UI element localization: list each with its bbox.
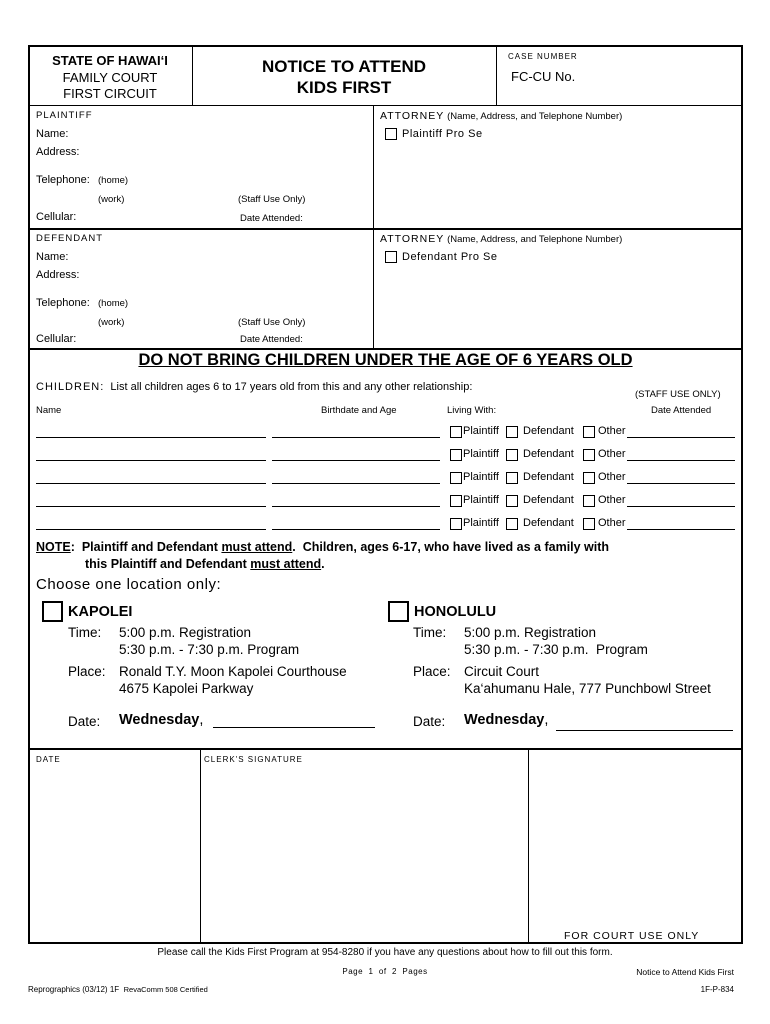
header-divider-2: [496, 45, 497, 105]
honolulu-program-time: 5:30 p.m. - 7:30 p.m. Program: [464, 642, 648, 657]
court-use-label: FOR COURT USE ONLY: [564, 930, 700, 942]
child-birthdate-field[interactable]: [272, 483, 440, 484]
footer-reprographics: [28, 985, 208, 994]
footer-form-title: Notice to Attend Kids First: [636, 967, 734, 977]
col-living-with-header: Living With:: [447, 405, 497, 416]
child-plaintiff-checkbox[interactable]: [450, 426, 462, 438]
honolulu-time-label: Time:: [413, 625, 447, 640]
honolulu-place-name: Circuit Court: [464, 664, 540, 679]
child-plaintiff-label: Plaintiff: [463, 448, 499, 460]
child-birthdate-field[interactable]: [272, 437, 440, 438]
frame-right: [741, 45, 743, 943]
note-text-4: .: [321, 557, 325, 571]
defendant-work-label: (work): [98, 317, 125, 328]
plaintiff-bottom-line: [28, 228, 743, 230]
child-defendant-label: Defendant: [523, 517, 574, 529]
child-other-label: Other: [598, 471, 626, 483]
page-number: Page 1 of 2 Pages: [342, 967, 428, 976]
note-must-attend-2: must attend: [250, 557, 322, 571]
plaintiff-attorney-hint: (Name, Address, and Telephone Number): [447, 111, 623, 122]
kapolei-comma: ,: [199, 712, 204, 728]
child-defendant-label: Defendant: [523, 471, 574, 483]
plaintiff-section-label: PLAINTIFF: [36, 110, 93, 121]
child-other-label: Other: [598, 494, 626, 506]
note-line-2: [85, 557, 325, 571]
honolulu-place-label: Place:: [413, 664, 451, 679]
party-column-divider: [373, 105, 374, 349]
children-instruction: [36, 381, 472, 393]
frame-top: [28, 45, 743, 47]
child-defendant-checkbox[interactable]: [506, 495, 518, 507]
child-other-checkbox[interactable]: [583, 449, 595, 461]
plaintiff-pro-se-checkbox[interactable]: [385, 128, 397, 140]
defendant-telephone-label[interactable]: Telephone:: [36, 297, 90, 309]
defendant-pro-se-label: Defendant Pro Se: [402, 251, 498, 263]
honolulu-checkbox[interactable]: [388, 601, 409, 622]
kapolei-time-label: Time:: [68, 625, 102, 640]
court-name: FAMILY COURT: [62, 70, 158, 85]
plaintiff-date-attended-label: Date Attended:: [240, 213, 303, 224]
child-date-attended-field[interactable]: [627, 529, 735, 530]
child-name-field[interactable]: [36, 460, 266, 461]
clerk-signature-label: CLERK'S SIGNATURE: [204, 755, 303, 764]
note-label: NOTE: [36, 540, 71, 554]
child-defendant-label: Defendant: [523, 448, 574, 460]
court-use-top-line: [28, 748, 743, 750]
defendant-section-label: DEFENDANT: [36, 233, 104, 244]
kapolei-program-time: 5:30 p.m. - 7:30 p.m. Program: [119, 642, 300, 657]
honolulu-registration-time: 5:00 p.m. Registration: [464, 625, 597, 640]
form-title-line1: NOTICE TO ATTEND: [261, 57, 426, 76]
defendant-address-label[interactable]: Address:: [36, 269, 80, 281]
date-box-label: DATE: [36, 755, 61, 764]
defendant-home-label: (home): [98, 298, 129, 309]
case-number-label: CASE NUMBER: [508, 52, 578, 61]
court-use-divider-1: [200, 748, 201, 942]
child-defendant-label: Defendant: [523, 494, 574, 506]
circuit-name: FIRST CIRCUIT: [63, 86, 157, 101]
child-plaintiff-label: Plaintiff: [463, 517, 499, 529]
col-name-header: Name: [36, 405, 62, 416]
defendant-attorney-header: [380, 233, 622, 245]
child-other-checkbox[interactable]: [583, 472, 595, 484]
child-plaintiff-label: Plaintiff: [463, 425, 499, 437]
plaintiff-pro-se-label: Plaintiff Pro Se: [402, 128, 483, 140]
kapolei-checkbox[interactable]: [42, 601, 63, 622]
frame-left: [28, 45, 30, 943]
defendant-attorney-label: ATTORNEY: [380, 233, 445, 245]
defendant-attorney-hint: (Name, Address, and Telephone Number): [447, 234, 623, 245]
honolulu-heading: HONOLULU: [414, 604, 497, 620]
state-name: STATE OF HAWAI‘I: [52, 53, 168, 68]
child-other-label: Other: [598, 517, 626, 529]
child-plaintiff-label: Plaintiff: [463, 494, 499, 506]
defendant-staff-use-label: (Staff Use Only): [238, 317, 306, 328]
kapolei-date: [119, 712, 203, 728]
defendant-name-label[interactable]: Name:: [36, 251, 69, 263]
note-text-3: this Plaintiff and Defendant: [85, 557, 251, 571]
child-defendant-checkbox[interactable]: [506, 449, 518, 461]
case-number-field[interactable]: FC-CU No.: [511, 69, 576, 84]
child-other-checkbox[interactable]: [583, 426, 595, 438]
defendant-pro-se-checkbox[interactable]: [385, 251, 397, 263]
honolulu-comma: ,: [544, 712, 549, 728]
child-other-checkbox[interactable]: [583, 518, 595, 530]
note-must-attend-1: must attend: [221, 540, 293, 554]
plaintiff-attorney-label: ATTORNEY: [380, 110, 445, 122]
honolulu-day: Wednesday: [464, 712, 545, 728]
child-plaintiff-checkbox[interactable]: [450, 472, 462, 484]
kapolei-registration-time: 5:00 p.m. Registration: [119, 625, 252, 640]
frame-bottom: [28, 942, 743, 944]
child-date-attended-field[interactable]: [627, 437, 735, 438]
honolulu-date-field[interactable]: [556, 730, 733, 731]
children-instruction-text: List all children ages 6 to 17 years old from this and any other relationship:: [110, 381, 473, 393]
plaintiff-work-label: (work): [98, 194, 125, 205]
age-warning: DO NOT BRING CHILDREN UNDER THE AGE OF 6 YEARS OLD: [138, 351, 633, 369]
plaintiff-home-label: (home): [98, 175, 129, 186]
plaintiff-telephone-label[interactable]: Telephone:: [36, 174, 90, 186]
col-birthdate-header: Birthdate and Age: [321, 405, 397, 416]
honolulu-date: [464, 712, 548, 728]
form-number: 1F-P-834: [700, 985, 734, 994]
kapolei-date-field[interactable]: [213, 727, 375, 728]
child-plaintiff-checkbox[interactable]: [450, 449, 462, 461]
choose-location-heading: Choose one location only:: [36, 576, 222, 593]
header-bottom-line: [28, 105, 743, 106]
child-defendant-checkbox[interactable]: [506, 518, 518, 530]
honolulu-date-label: Date:: [413, 714, 446, 729]
child-defendant-label: Defendant: [523, 425, 574, 437]
kapolei-heading: KAPOLEI: [68, 604, 133, 620]
plaintiff-attorney-header: [380, 110, 622, 122]
child-plaintiff-checkbox[interactable]: [450, 518, 462, 530]
court-use-divider-2: [528, 748, 529, 942]
col-date-attended-header: Date Attended: [651, 405, 712, 416]
defendant-date-attended-label: Date Attended:: [240, 334, 303, 345]
plaintiff-staff-use-label: (Staff Use Only): [238, 194, 306, 205]
child-name-field[interactable]: [36, 506, 266, 507]
defendant-bottom-line: [28, 348, 743, 350]
kapolei-place-name: Ronald T.Y. Moon Kapolei Courthouse: [119, 664, 347, 679]
child-birthdate-field[interactable]: [272, 506, 440, 507]
note-text-2: . Children, ages 6-17, who have lived as a family with: [292, 540, 610, 554]
child-plaintiff-label: Plaintiff: [463, 471, 499, 483]
child-birthdate-field[interactable]: [272, 460, 440, 461]
child-other-checkbox[interactable]: [583, 495, 595, 507]
kapolei-date-label: Date:: [68, 714, 101, 729]
certified-label: RevaComm 508 Certified: [123, 985, 208, 994]
defendant-cellular-label[interactable]: Cellular:: [36, 333, 77, 345]
child-name-field[interactable]: [36, 483, 266, 484]
child-defendant-checkbox[interactable]: [506, 472, 518, 484]
child-date-attended-field[interactable]: [627, 460, 735, 461]
plaintiff-name-label[interactable]: Name:: [36, 128, 69, 140]
child-date-attended-field[interactable]: [627, 483, 735, 484]
note-line-1: [36, 540, 609, 554]
plaintiff-cellular-label[interactable]: Cellular:: [36, 211, 77, 223]
note-text-1: : Plaintiff and Defendant: [70, 540, 222, 554]
children-label: CHILDREN:: [36, 381, 105, 393]
child-name-field[interactable]: [36, 437, 266, 438]
child-defendant-checkbox[interactable]: [506, 426, 518, 438]
plaintiff-address-label[interactable]: Address:: [36, 146, 80, 158]
help-text: Please call the Kids First Program at 954-8280 if you have any questions about how to fill out this form.: [157, 947, 613, 958]
children-staff-use-label: (STAFF USE ONLY): [635, 389, 721, 400]
kapolei-place-address: 4675 Kapolei Parkway: [119, 681, 254, 696]
child-date-attended-field[interactable]: [627, 506, 735, 507]
kapolei-day: Wednesday: [119, 712, 200, 728]
form-title-line2: KIDS FIRST: [296, 78, 392, 97]
child-other-label: Other: [598, 425, 626, 437]
child-other-label: Other: [598, 448, 626, 460]
reprographics-label: Reprographics (03/12) 1F: [28, 985, 120, 994]
kapolei-place-label: Place:: [68, 664, 106, 679]
child-birthdate-field[interactable]: [272, 529, 440, 530]
honolulu-place-address: Ka‘ahumanu Hale, 777 Punchbowl Street: [464, 681, 711, 696]
child-name-field[interactable]: [36, 529, 266, 530]
child-plaintiff-checkbox[interactable]: [450, 495, 462, 507]
